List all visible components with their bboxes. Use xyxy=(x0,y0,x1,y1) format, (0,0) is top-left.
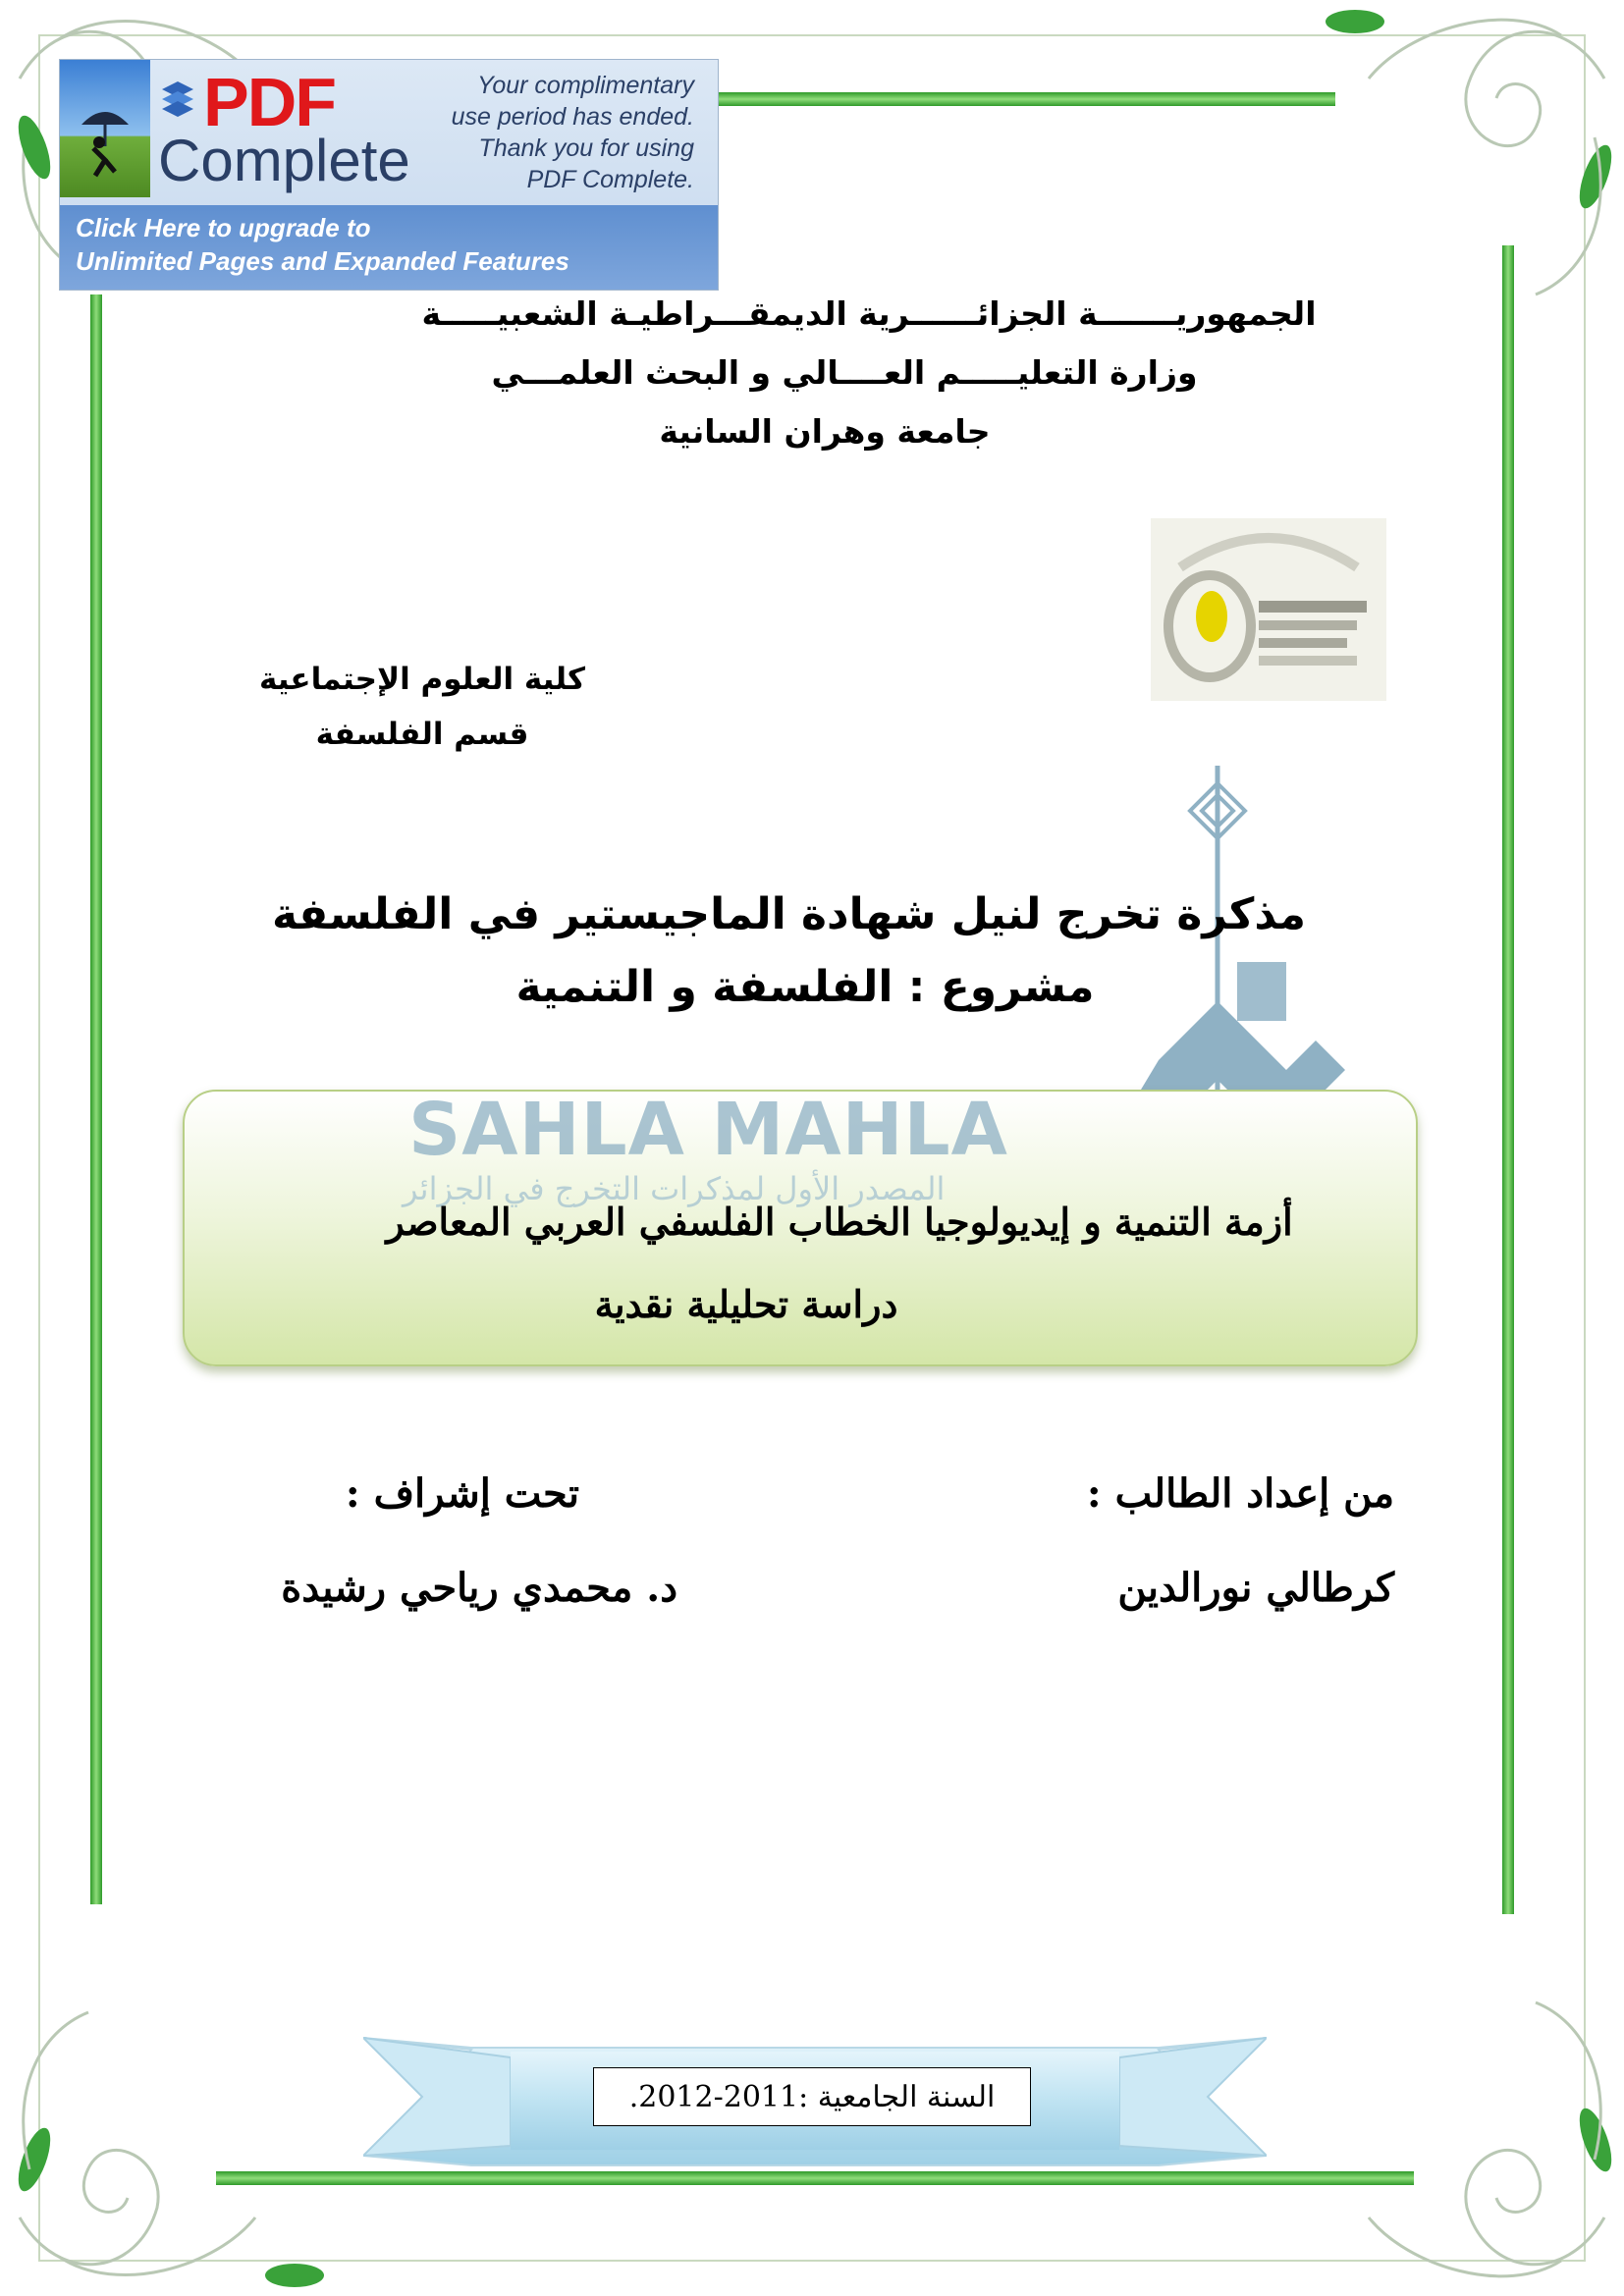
thesis-title: أزمة التنمية و إيديولوجيا الخطاب الفلسفي العربي المعاصر xyxy=(386,1200,1293,1244)
memo-title: مذكرة تخرج لنيل شهادة الماجيستير في الفلسفة xyxy=(272,889,1306,939)
student-name: كرطالي نورالدين xyxy=(1117,1565,1394,1611)
upgrade-link-line[interactable]: Unlimited Pages and Expanded Features xyxy=(76,246,569,276)
corner-ornament-bottom-left xyxy=(20,2012,255,2275)
umbrella-person-icon xyxy=(78,103,133,182)
corner-ornament-top-right xyxy=(1369,20,1604,294)
corner-ornament-bottom-right xyxy=(1369,2002,1604,2276)
supervisor-name: د. محمدي رياحي رشيدة xyxy=(281,1565,677,1611)
banner-message xyxy=(409,70,694,195)
ministry-title: وزارة التعليـــــم العــــالي و البحث العلمـــي xyxy=(491,353,1198,392)
stack-layers-icon xyxy=(158,78,197,127)
department-name: قسم الفلسفة xyxy=(315,717,529,752)
student-label: من إعداد الطالب : xyxy=(1086,1470,1394,1517)
college-name: كلية العلوم الإجتماعية xyxy=(258,662,586,697)
banner-message-line: Your complimentary xyxy=(477,72,694,99)
upgrade-link[interactable] xyxy=(60,205,718,290)
pdf-complete-upgrade-banner[interactable] xyxy=(59,59,719,291)
banner-message-line: use period has ended. xyxy=(451,103,694,131)
republic-title: الجمهوريـــــــة الجزائــــــرية الديمقـــراطيـة الشعبيـــــة xyxy=(421,294,1317,333)
supervisor-label: تحت إشراف : xyxy=(345,1470,579,1517)
banner-message-line: Thank you for using xyxy=(478,134,694,162)
academic-year: السنة الجامعية :2011-2012. xyxy=(593,2067,1031,2126)
banner-logo-complete: Complete xyxy=(158,128,410,193)
upgrade-link-line[interactable]: Click Here to upgrade to xyxy=(76,213,371,242)
watermark-brand: SAHLA MAHLA xyxy=(408,1088,1008,1172)
memo-project: مشروع : الفلسفة و التنمية xyxy=(515,962,1095,1012)
watermark-tagline: المصدر الأول لمذكرات التخرج في الجزائر xyxy=(403,1170,946,1207)
university-logo xyxy=(1151,518,1386,701)
banner-photo xyxy=(60,60,150,197)
banner-message-line: PDF Complete. xyxy=(526,166,694,193)
university-name: جامعة وهران السانية xyxy=(659,412,991,451)
banner-logo-pdf: PDF xyxy=(203,64,335,140)
thesis-subtitle: دراسة تحليلية نقدية xyxy=(594,1282,898,1326)
